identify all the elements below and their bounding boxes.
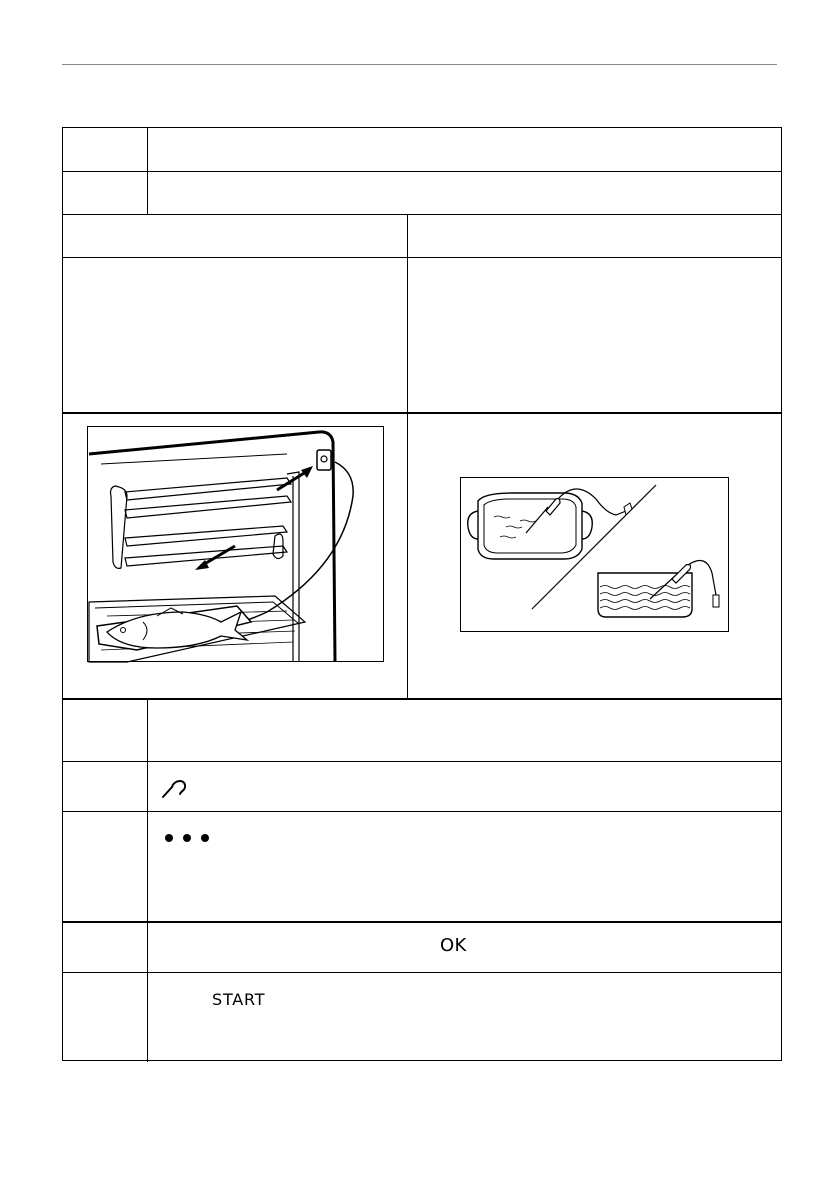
row-divider xyxy=(63,698,781,700)
row-divider xyxy=(63,412,781,414)
three-dots-icon xyxy=(164,833,214,843)
oven-probe-illustration xyxy=(87,426,384,662)
meat-probe-icon xyxy=(160,776,190,800)
ok-key-label: OK xyxy=(440,935,467,956)
step-table xyxy=(62,127,782,1061)
start-key-label: START xyxy=(212,990,266,1009)
column-divider xyxy=(407,214,408,698)
row-divider xyxy=(63,214,781,215)
row-divider xyxy=(63,257,781,258)
column-divider xyxy=(147,128,148,214)
row-divider xyxy=(63,171,781,172)
column-divider xyxy=(147,698,148,1062)
row-divider xyxy=(63,972,781,973)
probe-placement-illustration xyxy=(460,477,729,632)
row-divider xyxy=(63,761,781,762)
header-rule xyxy=(62,64,777,65)
row-divider xyxy=(63,811,781,812)
row-divider xyxy=(63,921,781,923)
